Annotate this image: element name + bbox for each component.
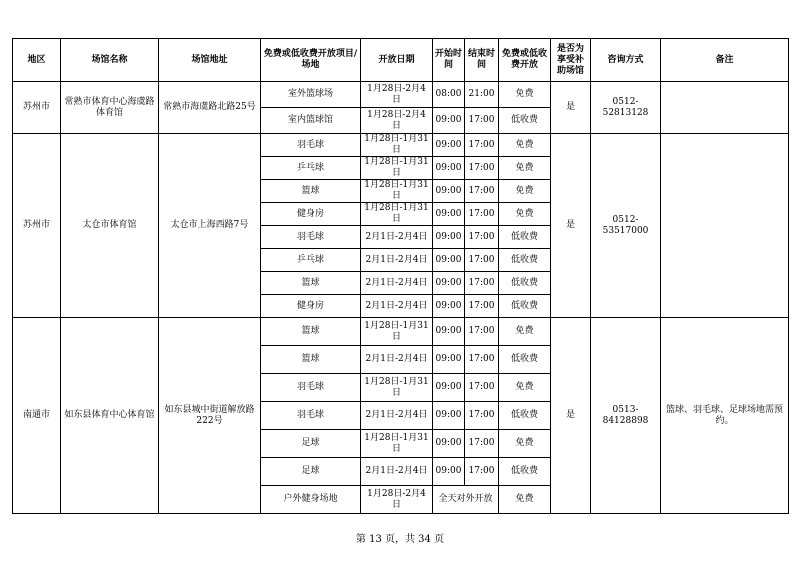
end-time-cell: 21:00 bbox=[465, 82, 499, 108]
start-time-cell: 09:00 bbox=[433, 374, 465, 402]
dates-cell: 1月28日-2月4日 bbox=[361, 82, 433, 108]
item-cell: 篮球 bbox=[261, 180, 361, 203]
item-cell: 篮球 bbox=[261, 272, 361, 295]
venue-table bbox=[12, 38, 789, 514]
end-time-cell: 17:00 bbox=[465, 249, 499, 272]
end-time-cell: 17:00 bbox=[465, 402, 499, 430]
fee-cell: 免费 bbox=[499, 180, 551, 203]
item-cell: 足球 bbox=[261, 458, 361, 486]
fee-cell: 低收费 bbox=[499, 458, 551, 486]
fee-cell: 低收费 bbox=[499, 402, 551, 430]
dates-cell: 2月1日-2月4日 bbox=[361, 249, 433, 272]
end-time-cell: 17:00 bbox=[465, 226, 499, 249]
item-cell: 羽毛球 bbox=[261, 226, 361, 249]
start-time-cell: 09:00 bbox=[433, 430, 465, 458]
all-day-cell: 全天对外开放 bbox=[433, 486, 499, 514]
dates-cell: 1月28日-1月31日 bbox=[361, 374, 433, 402]
header-venue-name: 场馆名称 bbox=[61, 39, 159, 82]
header-items: 免费或低收费开放项目/场地 bbox=[261, 39, 361, 82]
end-time-cell: 17:00 bbox=[465, 295, 499, 318]
item-cell: 足球 bbox=[261, 430, 361, 458]
item-cell: 羽毛球 bbox=[261, 374, 361, 402]
remarks-cell bbox=[661, 134, 789, 318]
header-row bbox=[13, 39, 789, 82]
dates-cell: 1月28日-1月31日 bbox=[361, 157, 433, 180]
fee-cell: 免费 bbox=[499, 430, 551, 458]
item-cell: 篮球 bbox=[261, 346, 361, 374]
item-cell: 室内篮球馆 bbox=[261, 108, 361, 134]
dates-cell: 1月28日-1月31日 bbox=[361, 180, 433, 203]
end-time-cell: 17:00 bbox=[465, 458, 499, 486]
dates-cell: 2月1日-2月4日 bbox=[361, 346, 433, 374]
fee-cell: 免费 bbox=[499, 318, 551, 346]
end-time-cell: 17:00 bbox=[465, 134, 499, 157]
dates-cell: 2月1日-2月4日 bbox=[361, 458, 433, 486]
fee-cell: 低收费 bbox=[499, 249, 551, 272]
fee-cell: 免费 bbox=[499, 82, 551, 108]
fee-cell: 免费 bbox=[499, 486, 551, 514]
dates-cell: 1月28日-1月31日 bbox=[361, 318, 433, 346]
start-time-cell: 09:00 bbox=[433, 458, 465, 486]
subsidized-cell: 是 bbox=[551, 134, 591, 318]
end-time-cell: 17:00 bbox=[465, 272, 499, 295]
start-time-cell: 09:00 bbox=[433, 402, 465, 430]
start-time-cell: 09:00 bbox=[433, 203, 465, 226]
table-body bbox=[13, 82, 789, 514]
start-time-cell: 09:00 bbox=[433, 134, 465, 157]
region-cell: 南通市 bbox=[13, 318, 61, 514]
header-remarks: 备注 bbox=[661, 39, 789, 82]
dates-cell: 2月1日-2月4日 bbox=[361, 295, 433, 318]
dates-cell: 1月28日-2月4日 bbox=[361, 486, 433, 514]
fee-cell: 低收费 bbox=[499, 108, 551, 134]
header-dates: 开放日期 bbox=[361, 39, 433, 82]
dates-cell: 1月28日-1月31日 bbox=[361, 203, 433, 226]
item-cell: 乒乓球 bbox=[261, 157, 361, 180]
page-number: 第 13 页，共 34 页 bbox=[355, 534, 445, 545]
header-fee-type: 免费或低收费开放 bbox=[499, 39, 551, 82]
item-cell: 羽毛球 bbox=[261, 402, 361, 430]
fee-cell: 低收费 bbox=[499, 295, 551, 318]
fee-cell: 低收费 bbox=[499, 346, 551, 374]
fee-cell: 免费 bbox=[499, 374, 551, 402]
table-row bbox=[13, 318, 789, 346]
start-time-cell: 09:00 bbox=[433, 157, 465, 180]
fee-cell: 低收费 bbox=[499, 272, 551, 295]
venue-name-cell: 常熟市体育中心海虞路体育馆 bbox=[61, 82, 159, 134]
end-time-cell: 17:00 bbox=[465, 430, 499, 458]
item-cell: 室外篮球场 bbox=[261, 82, 361, 108]
end-time-cell: 17:00 bbox=[465, 203, 499, 226]
venue-address-cell: 太仓市上海西路7号 bbox=[159, 134, 261, 318]
end-time-cell: 17:00 bbox=[465, 318, 499, 346]
start-time-cell: 09:00 bbox=[433, 180, 465, 203]
end-time-cell: 17:00 bbox=[465, 374, 499, 402]
table-row bbox=[13, 82, 789, 108]
end-time-cell: 17:00 bbox=[465, 346, 499, 374]
region-cell: 苏州市 bbox=[13, 134, 61, 318]
document-page bbox=[12, 38, 789, 514]
header-contact: 咨询方式 bbox=[591, 39, 661, 82]
header-venue-address: 场馆地址 bbox=[159, 39, 261, 82]
dates-cell: 2月1日-2月4日 bbox=[361, 226, 433, 249]
dates-cell: 1月28日-1月31日 bbox=[361, 430, 433, 458]
end-time-cell: 17:00 bbox=[465, 108, 499, 134]
item-cell: 健身房 bbox=[261, 295, 361, 318]
item-cell: 乒乓球 bbox=[261, 249, 361, 272]
dates-cell: 1月28日-2月4日 bbox=[361, 108, 433, 134]
item-cell: 健身房 bbox=[261, 203, 361, 226]
header-start: 开始时间 bbox=[433, 39, 465, 82]
start-time-cell: 08:00 bbox=[433, 82, 465, 108]
venue-name-cell: 如东县体育中心体育馆 bbox=[61, 318, 159, 514]
item-cell: 羽毛球 bbox=[261, 134, 361, 157]
remarks-cell: 篮球、羽毛球、足球场地需预约。 bbox=[661, 318, 789, 514]
end-time-cell: 17:00 bbox=[465, 180, 499, 203]
start-time-cell: 09:00 bbox=[433, 272, 465, 295]
contact-cell: 0513-84128898 bbox=[591, 318, 661, 514]
header-end: 结束时间 bbox=[465, 39, 499, 82]
contact-cell: 0512-52813128 bbox=[591, 82, 661, 134]
dates-cell: 1月28日-1月31日 bbox=[361, 134, 433, 157]
fee-cell: 低收费 bbox=[499, 226, 551, 249]
header-subsidized: 是否为享受补助场馆 bbox=[551, 39, 591, 82]
end-time-cell: 17:00 bbox=[465, 157, 499, 180]
fee-cell: 免费 bbox=[499, 157, 551, 180]
start-time-cell: 09:00 bbox=[433, 346, 465, 374]
region-cell: 苏州市 bbox=[13, 82, 61, 134]
venue-address-cell: 如东县城中街道解放路222号 bbox=[159, 318, 261, 514]
start-time-cell: 09:00 bbox=[433, 318, 465, 346]
dates-cell: 2月1日-2月4日 bbox=[361, 272, 433, 295]
venue-name-cell: 太仓市体育馆 bbox=[61, 134, 159, 318]
fee-cell: 免费 bbox=[499, 203, 551, 226]
item-cell: 户外健身场地 bbox=[261, 486, 361, 514]
start-time-cell: 09:00 bbox=[433, 249, 465, 272]
start-time-cell: 09:00 bbox=[433, 108, 465, 134]
contact-cell: 0512-53517000 bbox=[591, 134, 661, 318]
venue-address-cell: 常熟市海虞路北路25号 bbox=[159, 82, 261, 134]
dates-cell: 2月1日-2月4日 bbox=[361, 402, 433, 430]
subsidized-cell: 是 bbox=[551, 82, 591, 134]
start-time-cell: 09:00 bbox=[433, 295, 465, 318]
start-time-cell: 09:00 bbox=[433, 226, 465, 249]
header-region: 地区 bbox=[13, 39, 61, 82]
item-cell: 篮球 bbox=[261, 318, 361, 346]
table-row bbox=[13, 134, 789, 157]
remarks-cell bbox=[661, 82, 789, 134]
fee-cell: 免费 bbox=[499, 134, 551, 157]
subsidized-cell: 是 bbox=[551, 318, 591, 514]
